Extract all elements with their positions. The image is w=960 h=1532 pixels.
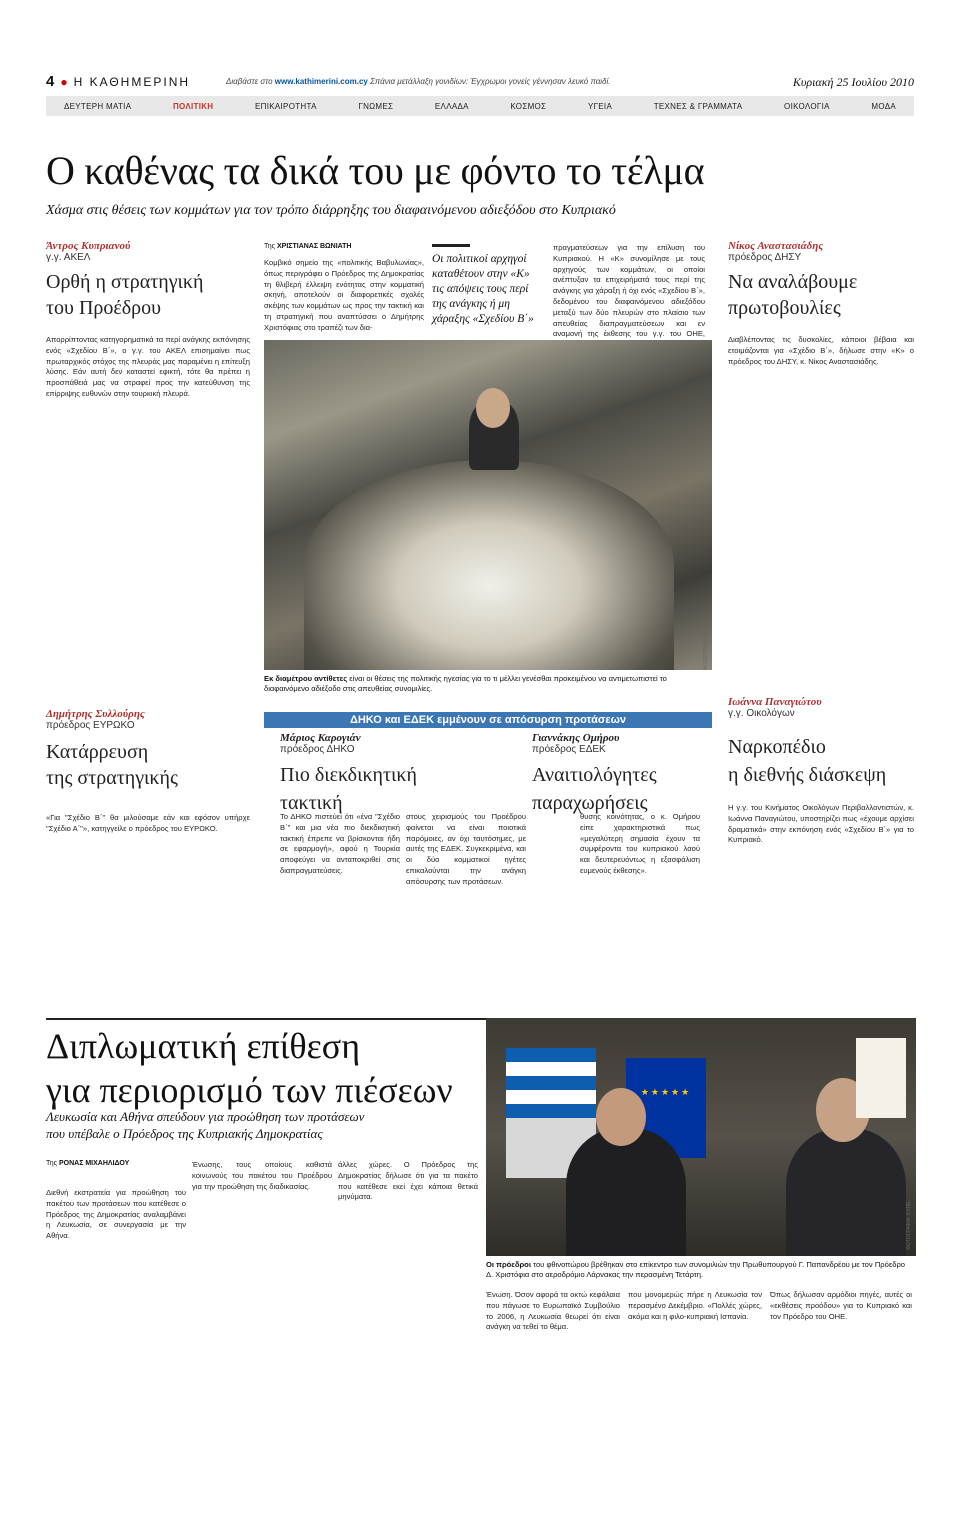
nav-item[interactable]: ΚΟΣΜΟΣ bbox=[510, 101, 547, 111]
bullet-icon: ● bbox=[60, 75, 68, 89]
site-link[interactable]: www.kathimerini.com.cy bbox=[274, 77, 368, 86]
nav-item[interactable]: ΔΕΥΤΕΡΗ ΜΑΤΙΑ bbox=[64, 101, 132, 111]
second-headline bbox=[46, 1024, 453, 1112]
nav-item-active[interactable]: ΠΟΛΙΤΙΚΗ bbox=[172, 101, 214, 111]
second-col4: Ένωση. Όσον αφορά τα οκτώ κεφάλαια που πάγωσε το Ευρωπαϊκό Συμβούλιο το 2006, η Λευκωσία θεωρεί ότι είναι ανάγκη να τεθεί το θέμα. bbox=[486, 1290, 620, 1332]
meeting-photo bbox=[264, 340, 712, 670]
column-title bbox=[728, 733, 914, 789]
byline bbox=[264, 243, 424, 250]
byline-prefix: Της bbox=[46, 1160, 58, 1167]
title-line: Ορθή η στρατηγική bbox=[46, 271, 204, 293]
author-role: πρόεδρος ΕΔΕΚ bbox=[532, 744, 606, 755]
author-role: γ.γ. Οικολόγων bbox=[728, 708, 795, 719]
column-title bbox=[728, 269, 914, 321]
author-role: πρόεδρος ΔΗΣΥ bbox=[728, 252, 802, 263]
column-title bbox=[532, 761, 702, 817]
title-line: η διεθνής διάσκεψη bbox=[728, 764, 887, 786]
author-role: γ.γ. ΑΚΕΛ bbox=[46, 252, 91, 263]
column-title bbox=[280, 761, 430, 817]
person-right bbox=[786, 1128, 906, 1256]
author-name: Νίκος Αναστασιάδης bbox=[728, 240, 824, 252]
second-byline bbox=[46, 1160, 129, 1167]
column-disy bbox=[728, 240, 914, 693]
person-left bbox=[566, 1128, 686, 1256]
second-col1: Διεθνή εκστρατεία για προώθηση του πακέτου των προτάσεων που κατέθεσε ο Πρόεδρος της Δημοκρατίας αναλαμβάνει η Λευκωσία, σε συνεργασία με την Αθήνα. bbox=[46, 1188, 186, 1241]
byline-name: ΡΟΝΑΣ ΜΙΧΑΗΛΙΔΟΥ bbox=[58, 1160, 130, 1167]
nav-item[interactable]: ΜΟΔΑ bbox=[871, 101, 896, 111]
nav-item[interactable]: ΓΝΩΜΕΣ bbox=[358, 101, 394, 111]
main-subhead: Χάσμα στις θέσεις των κομμάτων για τον τρόπο διάρρηξης του διαφαινόμενου αδιεξόδου στο Κυπριακό bbox=[46, 203, 616, 218]
column-title bbox=[46, 739, 250, 791]
column-body: «Για "Σχέδιο Β΄" θα μιλούσαμε εάν και εφόσον υπήρχε "Σχέδιο Α΄"», κατηγγείλε ο πρόεδρος του ΕΥΡΩΚΟ. bbox=[46, 813, 250, 833]
second-col3: άλλες χώρες. Ο Πρόεδρος της Δημοκρατίας δήλωσε ότι για τα πακέτο που κατέθεσε εκεί έχει κάποια θετικά μηνύματα. bbox=[338, 1160, 478, 1202]
box-right-column bbox=[532, 732, 702, 817]
box-mid-body: στους χειρισμούς του Προέδρου φαίνεται να είναι ποιοτικά παρόμοιες, αν όχι ταυτόσημες, με αυτές της ΕΔΕΚ. Συγκεκριμένα, και οι δύο κομματικοί ηγέτες επικαλούνται την ανάγκη απόσυρσης των προτάσεων. bbox=[406, 812, 526, 886]
subhead-line: που υπέβαλε ο Πρόεδρος της Κυπριακής Δημοκρατίας bbox=[46, 1126, 323, 1141]
second-col2: Ένωσης, τους οποίους καθιστά κοινωνούς του πακέτου του Προέδρου για την προώθηση της διαδικασίας. bbox=[192, 1160, 332, 1191]
caption-bold: Οι πρόεδροι bbox=[486, 1260, 531, 1269]
title-line: της στρατηγικής bbox=[46, 767, 178, 789]
center-body-right: πραγματεύσεων για την επίλυση του Κυπριακού. Η «Κ» συνομίλησε με τους αρχηγούς των κομμάτων, οι οποίοι ανέπτυξαν τα επιχειρήματά τους περί της ανάγκης για χάραξη ή όχι ενός «Σχεδίου Β΄», δεδομένου του διαφαινόμενου αδιεξόδου μεταξύ των δύο πλευρών στο πλαίσιο των απευθείας διαπραγματεύσεων και εν αναμονή της έκθεσης του γ.γ. του ΟΗΕ, bbox=[553, 243, 705, 339]
lead-body: Κομβικό σημείο της «πολιτικής Βαβυλωνίας», όπως περιγράφει ο Πρόεδρος της Δημοκρατίας τη θλιβερή έλλειψη ενότητας στην κομματική σκηνή, αποτελούν οι διαφορετικές σχολές σκέψης των κομμάτων ως προς την τακτική και τη στρατηγική που αναπτύσσει ο Δημήτρης Χριστόφιας στο τραπέζι των δια- bbox=[264, 258, 424, 332]
title-line: Να αναλάβουμε bbox=[728, 271, 858, 293]
nav-item[interactable]: ΕΠΙΚΑΙΡΟΤΗΤΑ bbox=[255, 101, 317, 111]
title-line: του Προέδρου bbox=[46, 297, 162, 319]
caption-bold: Εκ διαμέτρου αντίθετες bbox=[264, 674, 348, 683]
person-head bbox=[476, 388, 510, 428]
title-line: τακτική bbox=[280, 792, 343, 814]
photo-caption bbox=[264, 674, 712, 694]
main-headline: Ο καθένας τα δικά του με φόντο το τέλμα bbox=[46, 148, 705, 193]
headline-line: για περιορισμό των πιέσεων bbox=[46, 1070, 453, 1110]
visit-label: Διαβάστε στο bbox=[226, 77, 273, 86]
caption-text: είναι οι θέσεις της πολιτικής ηγεσίας για το τι μέλλει γενέσθαι προκειμένου να αντιμετωπιστεί το διαφαινόμενο αδιέξοδο στις απευθείας συνομιλίες. bbox=[264, 674, 667, 693]
author-name: Άντρος Κυπριανού bbox=[46, 240, 131, 252]
byline-name: ΧΡΙΣΤΙΑΝΑΣ ΒΩΝΙΑΤΗ bbox=[276, 243, 352, 250]
column-body: Απορρίπτοντας κατηγορηματικά τα περί ανάγκης εκπόνησης ενός «Σχεδίου Β΄», ο γ.γ. του ΑΚΕΛ επισημαίνει πως πρωταρχικός στόχος της πλευράς μας παραμένει η επίτευξη λύσης. Εάν αυτή δεν καταστεί εφικτή, τότε θα πρέπει η προσπάθειά μας να στραφεί προς την κατεύθυνση της επίρριψης ευθυνών στην τουρκική πλευρά. bbox=[46, 335, 250, 398]
page-number: 4 bbox=[46, 73, 55, 90]
nav-item[interactable]: ΥΓΕΙΑ bbox=[587, 101, 613, 111]
column-title bbox=[46, 269, 250, 321]
second-subhead bbox=[46, 1108, 364, 1142]
star-icon: ★★★★★ bbox=[640, 1088, 692, 1098]
nav-item[interactable]: ΕΛΛΑΔΑ bbox=[434, 101, 469, 111]
masthead bbox=[46, 73, 914, 93]
second-col6: Όπως δήλωσαν αρμόδιοι πηγές, αυτές οι «εκθέσεις προόδου» για το Κυπριακό και τον Πρόεδρο του ΟΗΕ. bbox=[770, 1290, 912, 1321]
title-line: παραχωρήσεις bbox=[532, 792, 648, 814]
title-line: Αναιτιολόγητες bbox=[532, 764, 657, 786]
person-left-head bbox=[596, 1088, 646, 1146]
pullquote: Οι πολιτικοί αρχηγοί καταθέτουν στην «Κ» τις απόψεις τους περί της ανάγκης ή μη χάραξης «Σχεδίου Β΄» bbox=[432, 253, 534, 325]
box-left-body: Το ΔΗΚΟ πιστεύει ότι «ένα "Σχέδιο Β΄" και μια νέα πιο διεκδικητική τακτική έπρεπε να βρίσκονται ήδη σε εφαρμογή», αφού η Τουρκία αποφεύγει να ανταποκριθεί στις διαπραγματεύσεις. bbox=[280, 812, 400, 875]
photo-credit: ΦΩΤΟΓΡΑΦΙΑ: ΚΥΠΕ bbox=[906, 1201, 912, 1250]
nav-item[interactable]: ΟΙΚΟΛΟΓΙΑ bbox=[784, 101, 830, 111]
author-name: Ιωάννα Παναγιώτου bbox=[728, 696, 822, 708]
second-col5: που μονομερώς πήρε η Λευκωσία τον περασμένο Δεκέμβριο. «Πολλές χώρες, ακόμα και η φιλο-κυπριακή Ισπανία. bbox=[628, 1290, 762, 1321]
cyprus-flag bbox=[856, 1038, 906, 1118]
title-line: Ναρκοπέδιο bbox=[728, 736, 826, 758]
title-line: Κατάρρευση bbox=[46, 741, 149, 763]
second-photo-caption bbox=[486, 1260, 906, 1280]
box-right-body: θυσης κοινότητας, ο κ. Ομήρου είπε χαρακτηριστικά πως «μεγαλύτερη σημασία έχουν τα συμφέροντα του κυπριακού λαού και δευτερευόντως η εξασφάλιση ευμενούς έκθεσης». bbox=[580, 812, 700, 875]
author-role: πρόεδρος ΕΥΡΩΚΟ bbox=[46, 720, 135, 731]
center-lead bbox=[264, 243, 424, 332]
column-body: Διαβλέποντας τις δυσκολίες, κάποιοι βέβαια και ετοιμάζονται για «Σχέδιο Β΄», δήλωσε στην «Κ» ο πρόεδρος του ΔΗΣΥ, κ. Νίκος Αναστασιάδης. bbox=[728, 335, 914, 366]
leaders-photo bbox=[486, 1018, 916, 1256]
title-line: Πιο διεκδικητική bbox=[280, 764, 417, 786]
section-nav bbox=[46, 96, 914, 116]
column-ecologists bbox=[728, 696, 914, 1013]
column-body: Η γ.γ. του Κινήματος Οικολόγων Περιβαλλοντιστών, κ. Ιωάννα Παναγιώτου, υποστηρίζει πως «έχουμε αρχίσει δραματικά» στην εκπόνηση ενός «Σχεδίου Β΄» για το Κυπριακό. bbox=[728, 803, 914, 845]
box-title: ΔΗΚΟ και ΕΔΕΚ εμμένουν σε απόσυρση προτάσεων bbox=[264, 712, 712, 728]
conference-table bbox=[304, 460, 674, 670]
author-name: Γιαννάκης Ομήρου bbox=[532, 732, 620, 744]
box-left-column bbox=[280, 732, 430, 817]
caption-text: του φθινοπώρου βρέθηκαν στο επίκεντρο των συνομιλιών την Πρωθυπουργού Γ. Παπανδρέου με τον Πρόεδρο Δ. Χριστόφια στο αεροδρόμιο Λάρνακας την περασμένη Τετάρτη. bbox=[486, 1260, 905, 1279]
byline-prefix: Της bbox=[264, 243, 276, 250]
column-evroko bbox=[46, 708, 250, 1043]
issue-date: Κυριακή 25 Ιουλίου 2010 bbox=[792, 75, 914, 89]
paper-name: Η ΚΑΘΗΜΕΡΙΝΗ bbox=[73, 75, 191, 89]
subhead-line: Λευκωσία και Αθήνα σπεύδουν για προώθηση των προτάσεων bbox=[46, 1109, 365, 1124]
author-role: πρόεδρος ΔΗΚΟ bbox=[280, 744, 355, 755]
author-name: Δημήτρης Συλλούρης bbox=[46, 708, 145, 720]
section-divider bbox=[46, 1018, 486, 1020]
pullquote-rule bbox=[432, 244, 470, 247]
headline-line: Διπλωματική επίθεση bbox=[46, 1026, 361, 1066]
nav-item[interactable]: ΤΕΧΝΕΣ & ΓΡΑΜΜΑΤΑ bbox=[653, 101, 743, 111]
masthead-teaser bbox=[226, 77, 611, 86]
photo-credit: ΦΩΤΟΓΡΑΦΙΑ: ΚΥΠΕ bbox=[703, 621, 709, 670]
author-name: Μάριος Καρογιάν bbox=[280, 732, 361, 744]
title-line: πρωτοβουλίες bbox=[728, 297, 841, 319]
column-akel bbox=[46, 240, 250, 719]
teaser-text: Σπάνια μετάλλαξη γονιδίων: Έγχρωμοι γονείς γέννησαν λευκό παιδί. bbox=[370, 77, 611, 86]
